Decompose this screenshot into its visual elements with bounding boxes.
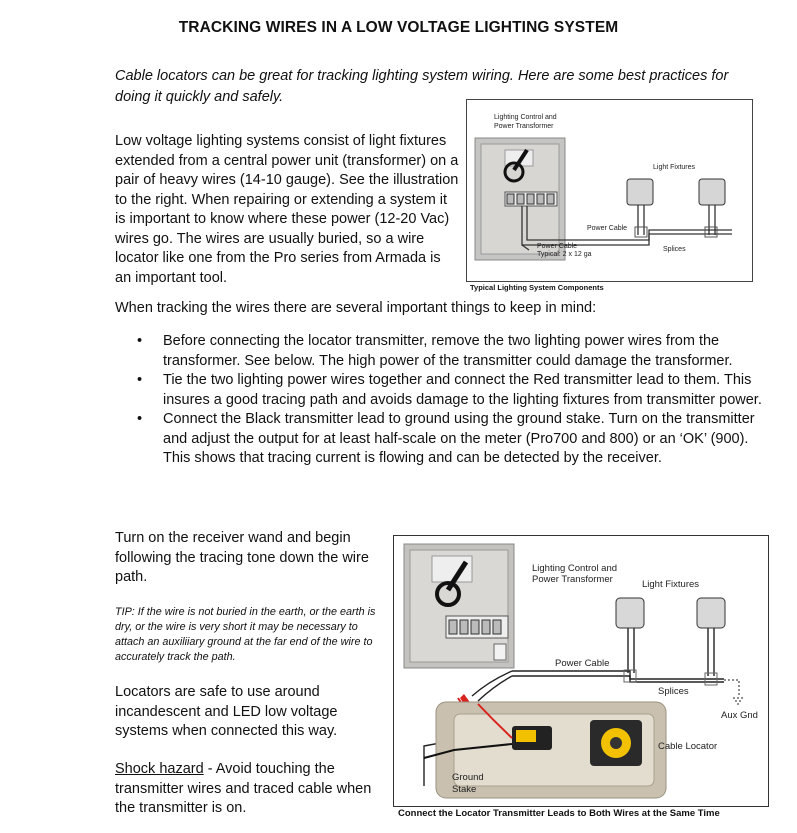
fig2-power-cable-label: Power Cable (555, 658, 610, 669)
intro-paragraph: Cable locators can be great for tracking lighting system wiring. Here are some best practices for doing it quickly and safely. (115, 68, 729, 105)
shock-hazard-label: Shock hazard (115, 761, 204, 777)
fig1-fixtures-label: Light Fixtures (653, 164, 696, 171)
fig2-ground-label-1: Ground (452, 772, 484, 783)
safety-note: Locators are safe to use around incandescent and LED low voltage systems when connected this way. (115, 684, 338, 739)
fig1-splices-label: Splices (663, 246, 686, 253)
tip-note: TIP: If the wire is not buried in the earth, or the earth is dry, or the wire is very short it may be necessary to attach an auxiliiary ground at the far end of the wire to accurately track the path. (115, 606, 376, 663)
fig1-cable-label-1: Power Cable (537, 243, 578, 250)
keep-in-mind-text: When tracking the wires there are several important things to keep in mind: (115, 300, 597, 316)
fig2-fixtures-label: Light Fixtures (642, 579, 700, 590)
bullet-glyph: • (137, 372, 143, 388)
shock-hazard-warning (115, 760, 380, 819)
locator-connection-figure (393, 535, 769, 807)
fig2-aux-ground-label: Aux Gnd (721, 710, 758, 721)
fig2-control-label-2: Power Transformer (532, 574, 613, 585)
company-logo (60, 0, 180, 14)
list-item (137, 332, 777, 371)
receiver-instruction: Turn on the receiver wand and begin following the tracing tone down the wire path. (115, 530, 369, 585)
bullet-glyph: • (137, 333, 143, 349)
step-text: Connect the Black transmitter lead to ground using the ground stake. Turn on the transmitter and adjust the output for at least half-scale on the meter (Pro700 and 800) or an ‘OK’ (900). This shows that tracing current is flowing and can be detected by the receiver. (163, 411, 755, 466)
tracking-steps-list (137, 332, 777, 469)
shock-hazard-text: - Avoid touching the transmitter wires and traced cable when the transmitter is on. (115, 761, 372, 816)
page-title: TRACKING WIRES IN A LOW VOLTAGE LIGHTING SYSTEM (178, 19, 619, 36)
step-text: Before connecting the locator transmitter, remove the two lighting power wires from the transformer. See below. The high power of the transmitter could damage the transformer. (163, 333, 733, 369)
fig1-power-cable-label: Power Cable (587, 225, 628, 232)
fig1-control-label-2: Power Transformer (494, 123, 554, 130)
figure1-caption: Typical Lighting System Components (470, 283, 604, 292)
list-item (137, 371, 777, 410)
fig2-splices-label: Splices (658, 686, 689, 697)
fig2-control-label-1: Lighting Control and (532, 563, 618, 574)
bullet-glyph: • (137, 411, 143, 427)
fig1-control-label-1: Lighting Control and (494, 114, 557, 121)
fig1-cable-label-2: Typical: 2 x 12 ga (537, 251, 592, 258)
fig2-ground-label-2: Stake (452, 784, 477, 795)
overview-paragraph: Low voltage lighting systems consist of light fixtures extended from a central power unit (transformer) on a pair of heavy wires (14-10 gauge). See the illustration to the right. When repairing or extending a system it is important to know where these power (12-20 Vac) wires go. The wires are usually buried, so a wire locator like one from the Pro series from Armada is an important tool. (115, 133, 459, 286)
list-item (137, 410, 777, 469)
lighting-system-figure (466, 99, 753, 282)
figure2-caption: Connect the Locator Transmitter Leads to Both Wires at the Same Time (398, 808, 720, 819)
step-text: Tie the two lighting power wires together and connect the Red transmitter lead to them. This insures a good tracing path and avoids damage to the lighting fixtures from transmitter power. (163, 372, 762, 408)
fig2-cable-locator-label: Cable Locator (658, 741, 718, 752)
